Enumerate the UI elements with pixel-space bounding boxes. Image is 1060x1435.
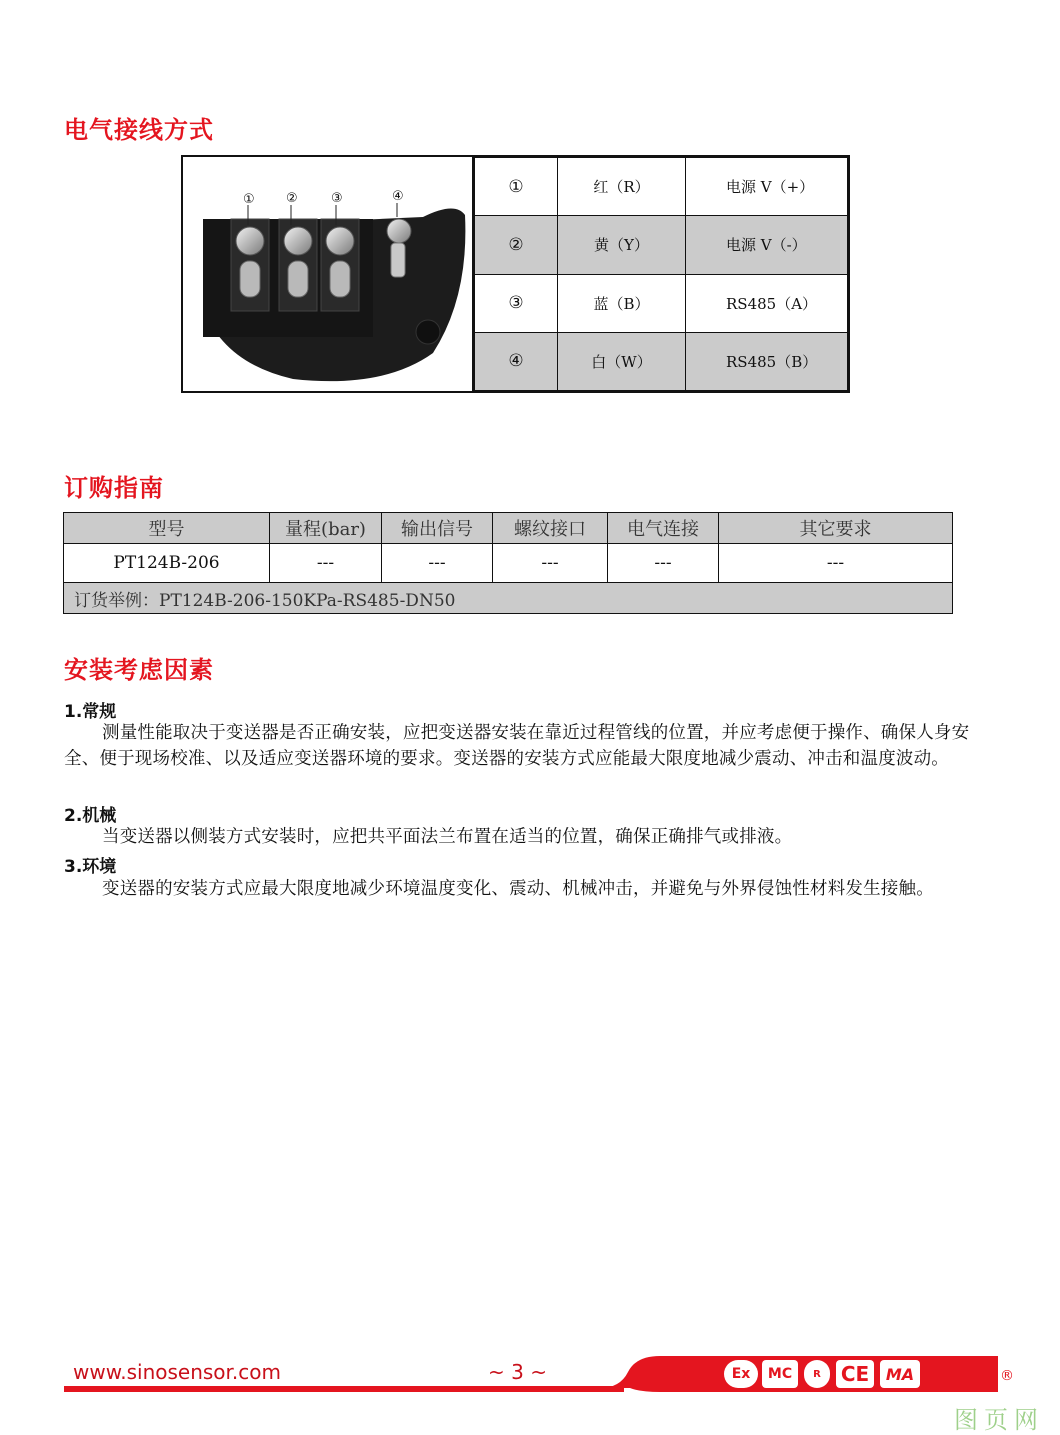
- wire-function: 电源 V（+）: [686, 158, 848, 216]
- install-s1-title: 1.常规: [64, 702, 117, 722]
- page-number: ~ 3 ~: [488, 1360, 547, 1384]
- mc-cert-label: MC: [767, 1366, 793, 1382]
- order-header-electrical: 电气连接: [608, 513, 719, 544]
- order-cell-range: ---: [270, 544, 382, 583]
- website-link[interactable]: www.sinosensor.com: [73, 1360, 281, 1384]
- ex-cert-icon: [724, 1360, 758, 1388]
- install-s3-title: 3.环境: [64, 857, 117, 877]
- install-section-title: 安装考虑因素: [64, 656, 214, 684]
- ex-cert-label: Ex: [731, 1366, 751, 1382]
- order-header-other: 其它要求: [719, 513, 953, 544]
- ma-cert-icon: [880, 1360, 920, 1388]
- wire-function: RS485（B）: [686, 332, 848, 390]
- order-example: 订货举例：PT124B-206-150KPa-RS485-DN50: [64, 583, 953, 614]
- order-example-row: [64, 583, 953, 614]
- wire-color: 黄（Y）: [558, 216, 686, 274]
- install-s1-text: 测量性能取决于变送器是否正确安装，应把变送器安装在靠近过程管线的位置，并应考虑便于操作、确保人身安全、便于现场校准、以及适应变送器环境的要求。变送器的安装方式应能最大限度地减少震动、冲击和温度波动。: [64, 723, 970, 769]
- ma-cert-label: MA: [885, 1364, 915, 1384]
- watermark: 图页网: [954, 1406, 1044, 1434]
- registered-mark: ®: [1000, 1368, 1014, 1384]
- wiring-row: [475, 158, 848, 216]
- order-header-range: 量程(bar): [270, 513, 382, 544]
- photo-label-4: ④: [392, 189, 404, 204]
- order-cell-thread: ---: [493, 544, 608, 583]
- install-s2-title: 2.机械: [64, 806, 117, 826]
- order-cell-output: ---: [382, 544, 493, 583]
- ce-cert-label: CE: [840, 1362, 870, 1386]
- ce-cert-icon: [836, 1360, 874, 1388]
- order-cell-electrical: ---: [608, 544, 719, 583]
- wire-number: ④: [475, 332, 558, 390]
- order-table: [63, 512, 953, 614]
- order-header-row: [64, 513, 953, 544]
- wire-color: 蓝（B）: [558, 274, 686, 332]
- install-s3-text: 变送器的安装方式应最大限度地减少环境温度变化、震动、机械冲击，并避免与外界侵蚀性材料发生接触。: [102, 879, 934, 899]
- order-header-model: 型号: [64, 513, 270, 544]
- order-cell-model: PT124B-206: [64, 544, 270, 583]
- wiring-section-title: 电气接线方式: [64, 116, 214, 144]
- wire-color: 红（R）: [558, 158, 686, 216]
- terminal-photo: [183, 157, 474, 391]
- wiring-row: [475, 332, 848, 390]
- wiring-table: [474, 157, 848, 391]
- install-s2-text: 当变送器以侧装方式安装时，应把共平面法兰布置在适当的位置，确保正确排气或排液。: [102, 827, 793, 847]
- terminal-block-illustration: [183, 157, 472, 391]
- order-cell-other: ---: [719, 544, 953, 583]
- wire-color: 白（W）: [558, 332, 686, 390]
- wiring-row: [475, 274, 848, 332]
- wiring-row: [475, 216, 848, 274]
- order-header-thread: 螺纹接口: [493, 513, 608, 544]
- mc-cert-icon: [762, 1360, 798, 1388]
- wire-number: ③: [475, 274, 558, 332]
- wiring-block: [181, 155, 850, 393]
- order-section-title: 订购指南: [64, 474, 164, 502]
- photo-label-3: ③: [331, 191, 343, 206]
- wire-function: RS485（A）: [686, 274, 848, 332]
- photo-label-2: ②: [286, 191, 298, 206]
- order-header-output: 输出信号: [382, 513, 493, 544]
- photo-label-1: ①: [243, 192, 255, 207]
- wire-number: ②: [475, 216, 558, 274]
- order-row: [64, 544, 953, 583]
- iso-cert-icon: R: [804, 1360, 830, 1388]
- wire-number: ①: [475, 158, 558, 216]
- wire-function: 电源 V（-）: [686, 216, 848, 274]
